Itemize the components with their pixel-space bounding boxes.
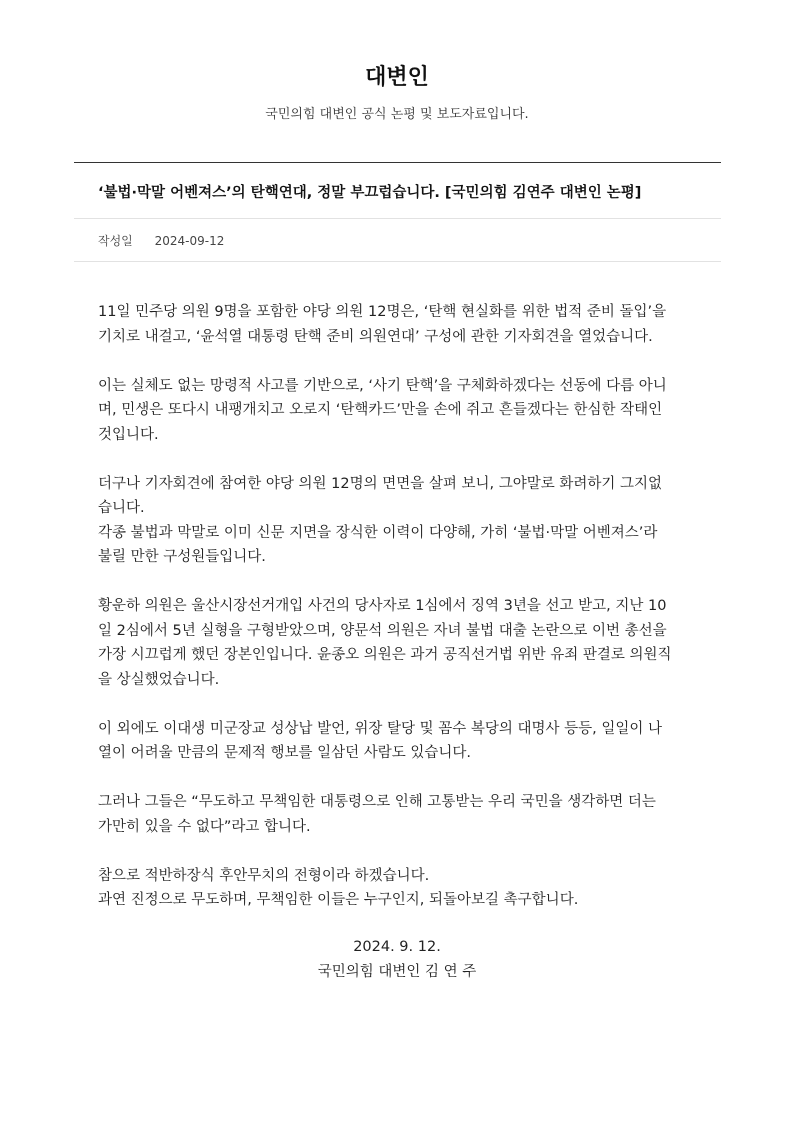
meta-date-value: 2024-09-12: [154, 234, 225, 248]
body-paragraph: 이 외에도 이대생 미군장교 성상납 발언, 위장 탈당 및 꼼수 복당의 대명사 등등, 일일이 나 열이 어려울 만큼의 문제적 행보를 일삼던 사람도 있습니다.: [98, 720, 662, 761]
meta-date-label: 작성일: [98, 234, 133, 248]
body-paragraph: 11일 민주당 의원 9명을 포함한 야당 의원 12명은, ‘탄핵 현실화를 위한 법적 준비 돌입’을 기치로 내걸고, ‘윤석열 대통령 탄핵 준비 의원연대’ 구성에 관한 기자회견을 열었습니다.: [98, 304, 667, 345]
divider-meta: [74, 261, 721, 262]
body-paragraph: 더구나 기자회견에 참여한 야당 의원 12명의 면면을 살펴 보니, 그야말로 화려하기 그지없 습니다. 각종 불법과 막말로 이미 신문 지면을 장식한 이력이 다양해, 가히 ‘불법·막말 어벤져스’라 불릴 만한 구성원들입니다.: [98, 475, 663, 565]
post-body: [98, 300, 708, 937]
site-description: 국민의힘 대변인 공식 논평 및 보도자료입니다.: [265, 107, 529, 122]
body-paragraph: 그러나 그들은 “무도하고 무책임한 대통령으로 인해 고통받는 우리 국민을 생각하면 더는 가만히 있을 수 없다”라고 합니다.: [98, 794, 656, 835]
divider-top: [74, 162, 721, 163]
divider-title: [74, 218, 721, 219]
body-paragraph: 참으로 적반하장식 후안무치의 전형이라 하겠습니다. 과연 진정으로 무도하며, 무책임한 이들은 누구인지, 되돌아보길 촉구합니다.: [98, 867, 579, 908]
body-paragraph: 이는 실체도 없는 망령적 사고를 기반으로, ‘사기 탄핵’을 구체화하겠다는 선동에 다름 아니 며, 민생은 또다시 내팽개치고 오로지 ‘탄핵카드’만을 손에 쥐고 흔들겠다는 한심한 작태인 것입니다.: [98, 377, 667, 443]
post-title: ‘불법·막말 어벤져스’의 탄핵연대, 정말 부끄럽습니다. [국민의힘 김연주 대변인 논평]: [98, 185, 642, 201]
signature-date: 2024. 9. 12.: [353, 939, 441, 955]
site-title: 대변인: [365, 65, 429, 90]
signature-author: 국민의힘 대변인 김 연 주: [317, 964, 477, 980]
signature-block: [0, 935, 794, 985]
body-paragraph: 황운하 의원은 울산시장선거개입 사건의 당사자로 1심에서 징역 3년을 선고 받고, 지난 10 일 2심에서 5년 실형을 구형받았으며, 양문석 의원은 자녀 불법 대출 논란으로 이번 총선을 가장 시끄럽게 했던 장본인입니다. 윤종오 의원은 과거 공직선거법 위반 유죄 판결로 의원직 을 상실했었습니다.: [98, 598, 672, 688]
post-meta: [98, 232, 224, 249]
